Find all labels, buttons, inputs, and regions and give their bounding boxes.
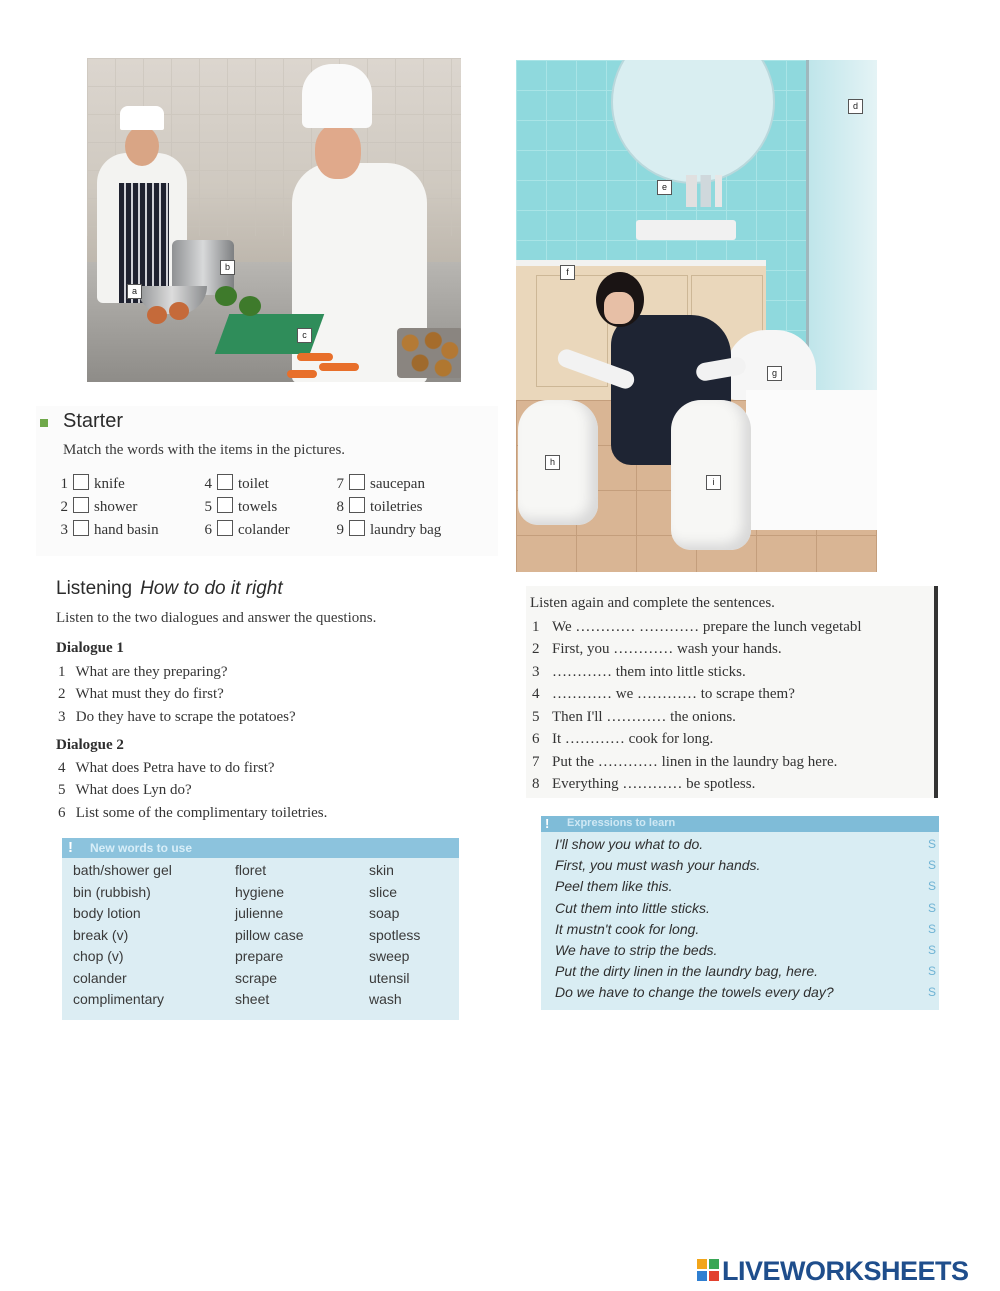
sentence-text: It ………… cook for long. [552,731,714,747]
logo-square [697,1271,707,1281]
expression-side-letter: S [928,858,937,873]
question-text: Do they have to scrape the potatoes? [75,709,296,725]
starter-section [36,406,498,556]
sentence-number: 5 [532,709,540,725]
expression-side-letter: S [928,964,937,979]
vocab-word: bath/shower gel [73,862,172,878]
photo-label-c: c [297,328,312,343]
match-item [334,520,441,539]
sentence-text: We ………… ………… prepare the lunch vegetabl [552,619,862,635]
expression-side-letter: S [928,837,937,851]
sentence-item [532,731,713,748]
photo-label-a: a [127,284,142,299]
bathtub [746,390,877,530]
listening-section [38,572,498,830]
carrot [287,370,317,378]
match-number: 6 [204,522,212,538]
question-number: 6 [58,805,66,821]
match-word: shower [94,499,138,515]
sentence-text: Put the ………… linen in the laundry bag here. [552,754,838,770]
shower-cabin [806,60,877,390]
photo-label-b: b [220,260,235,275]
question-item [58,664,227,681]
vocab-word: pillow case [235,926,304,943]
sentence-text: Then I'll ………… the onions. [552,709,736,725]
match-checkbox[interactable] [73,520,89,536]
expression-side-letter: S [928,921,937,936]
sentence-item [532,709,736,726]
photo-label-i: i [706,475,721,490]
logo-square [697,1259,707,1269]
match-number: 5 [204,499,212,515]
potato-tray [397,328,461,378]
sentence-item [532,641,782,658]
match-word: hand basin [94,522,159,538]
sentence-text: Everything ………… be spotless. [552,776,756,792]
section-bullet [40,419,48,427]
vocab-word: hygiene [235,883,285,900]
kitchen-photo [87,58,461,382]
match-number: 7 [336,476,344,492]
match-item [202,520,290,539]
listening-subtitle: How to do it right [140,578,283,599]
match-checkbox[interactable] [217,520,233,536]
vocab-word: floret [235,862,267,878]
question-item [58,805,327,822]
listening-title: Listening [56,578,133,599]
towel-stack [636,220,736,240]
match-number: 9 [336,522,344,538]
new-words-header [62,838,459,858]
onion [147,306,167,324]
match-checkbox[interactable] [349,497,365,513]
page-edge-shadow [934,586,938,798]
exclamation-icon: ! [545,816,550,831]
sentence-item [532,776,755,793]
match-word: colander [238,522,290,538]
photo-label-f: f [560,265,575,280]
sentence-number: 1 [532,619,540,635]
broccoli [239,296,261,316]
expression-side-letter: S [928,879,937,894]
match-checkbox[interactable] [73,497,89,513]
broccoli [215,286,237,306]
sentence-text: First, you ………… wash your hands. [552,641,782,657]
logo-text: LIVEWORKSHEETS [722,1256,969,1286]
chef-right-hat [302,64,372,128]
starter-instruction: Match the words with the items in the pictures. [63,442,346,458]
vocab-word: spotless [369,926,421,943]
match-item [58,520,159,539]
expressions-box [541,816,939,1010]
vocab-word: break (v) [73,926,129,943]
match-number: 2 [60,499,68,515]
logo-square [709,1259,719,1269]
match-item [58,474,125,493]
sentence-number: 3 [532,664,540,680]
vocab-word: scrape [235,969,278,986]
expression-side-letter: S [928,900,937,915]
vocab-word: sweep [369,948,410,964]
question-item [58,686,224,703]
expression-line: We have to strip the beds. [555,942,718,958]
match-item [202,474,269,493]
vocab-word: prepare [235,948,284,964]
match-item [334,474,425,493]
carrot [319,363,359,371]
toiletries-image [686,175,722,207]
question-item [58,782,192,799]
carrot [297,353,333,361]
vocab-word: utensil [369,969,410,986]
question-text: What must they do first? [75,686,224,702]
vocab-word: chop (v) [73,948,124,964]
match-word: knife [94,476,125,492]
bathroom-photo [516,60,877,572]
vocab-word: soap [369,905,400,921]
logo-square [709,1271,719,1281]
vocab-word: slice [369,883,398,900]
vocab-word: sheet [235,991,270,1007]
question-text: What are they preparing? [75,664,228,680]
sentence-item [532,619,862,636]
expression-line: First, you must wash your hands. [555,857,761,874]
question-item [58,760,275,777]
match-word: toilet [238,476,269,492]
match-checkbox[interactable] [349,474,365,490]
new-words-box [62,838,459,1020]
match-number: 8 [336,499,344,515]
expression-line: I'll show you what to do. [555,836,704,852]
match-word: saucepan [370,476,425,492]
question-number: 4 [58,760,66,776]
match-checkbox[interactable] [217,497,233,513]
sentence-number: 6 [532,731,540,747]
match-word: towels [238,499,278,515]
expressions-heading: Expressions to learn [567,817,676,829]
match-checkbox[interactable] [217,474,233,490]
expression-side-letter: S [928,943,937,957]
question-text: What does Lyn do? [75,782,192,798]
chef-right-head [315,124,361,179]
match-number: 1 [60,476,68,492]
dialogue-1-heading: Dialogue 1 [56,640,124,656]
listen-again-instruction: Listen again and complete the sentences. [530,595,775,611]
question-number: 3 [58,709,66,725]
expression-line: Cut them into little sticks. [555,899,710,916]
sentence-text: ………… them into little sticks. [552,664,746,680]
sentence-number: 8 [532,776,540,792]
vocab-word: body lotion [73,905,141,921]
listen-again-section [526,586,938,798]
match-word: laundry bag [370,522,442,538]
match-checkbox[interactable] [349,520,365,536]
listening-heading [56,578,283,600]
question-item [58,709,296,726]
photo-label-d: d [848,99,863,114]
expression-line: Put the dirty linen in the laundry bag, here. [555,963,819,980]
vocab-word: colander [73,969,127,986]
listening-instruction: Listen to the two dialogues and answer the questions. [56,610,377,626]
sentence-number: 4 [532,686,540,702]
expression-line: Peel them like this. [555,878,673,895]
housekeeper-face [604,292,634,324]
photo-label-g: g [767,366,782,381]
photo-label-h: h [545,455,560,470]
expression-line: It mustn't cook for long. [555,920,700,937]
chef-left-head [125,126,159,166]
question-number: 5 [58,782,66,798]
match-number: 3 [60,522,68,538]
match-number: 4 [204,476,212,492]
sentence-item [532,664,746,681]
dialogue-2-heading: Dialogue 2 [56,737,124,753]
match-checkbox[interactable] [73,474,89,490]
exclamation-icon: ! [68,839,73,856]
match-item [202,497,277,516]
new-words-heading: New words to use [90,841,193,855]
expressions-header [541,816,939,832]
chef-left-hat [120,106,164,130]
question-text: List some of the complimentary toiletries. [75,805,328,821]
match-word: toiletries [370,499,423,515]
sentence-text: ………… we ………… to scrape them? [552,686,795,702]
question-text: What does Petra have to do first? [75,760,275,776]
logo-mark-icon [697,1259,719,1281]
vocab-word: wash [369,991,402,1007]
vocab-word: bin (rubbish) [73,883,151,900]
sentence-number: 7 [532,754,540,770]
expression-side-letter: S [928,985,937,1000]
vocab-word: julienne [235,905,284,921]
question-number: 2 [58,686,66,702]
match-item [334,497,423,516]
photo-label-e: e [657,180,672,195]
question-number: 1 [58,664,66,680]
vocab-word: skin [369,862,394,878]
expression-line: Do we have to change the towels every day? [555,984,834,1001]
vocab-word: complimentary [73,991,165,1007]
sentence-item [532,754,837,771]
match-item [58,497,137,516]
starter-title: Starter [63,410,124,432]
sentence-number: 2 [532,641,540,657]
sentence-item [532,686,795,703]
onion [169,302,189,320]
